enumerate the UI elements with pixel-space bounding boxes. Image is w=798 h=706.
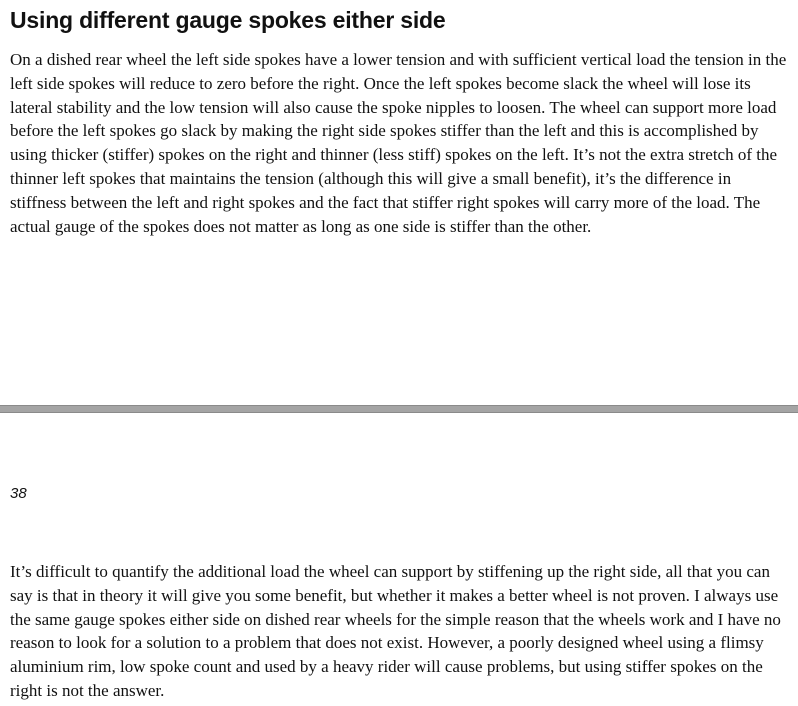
section-heading: Using different gauge spokes either side	[10, 7, 446, 33]
page-break-divider	[0, 405, 798, 413]
body-paragraph-1: On a dished rear wheel the left side spokes have a lower tension and with sufficient vertical load the tension in the left side spokes will reduce to zero before the right. Once the left spokes become slack the wheel will lose its lateral stability and the low tension will also cause the spoke nipples to loosen. The wheel can support more load before the left spokes go slack by making the right side spokes stiffer than the left and this is accomplished by using thicker (stiffer) spokes on the right and thinner (less stiff) spokes on the left. It’s not the extra stretch of the thinner left spokes that maintains the tension (although this will give a small benefit), it’s the difference in stiffness between the left and right spokes and the fact that stiffer right spokes will carry more of the load. The actual gauge of the spokes does not matter as long as one side is stiffer than the other.	[10, 50, 787, 236]
page-number: 38	[10, 485, 27, 502]
body-paragraph-2: It’s difficult to quantify the additional load the wheel can support by stiffening up the right side, all that you can say is that in theory it will give you some benefit, but whether it makes a better wheel is not proven. I always use the same gauge spokes either side on dished rear wheels for the simple reason that the wheels work and I have no reason to look for a solution to a problem that does not exist. However, a poorly designed wheel using a flimsy aluminium rim, low spoke count and used by a heavy rider will cause problems, but using stiffer spokes on the right is not the answer.	[10, 562, 781, 700]
